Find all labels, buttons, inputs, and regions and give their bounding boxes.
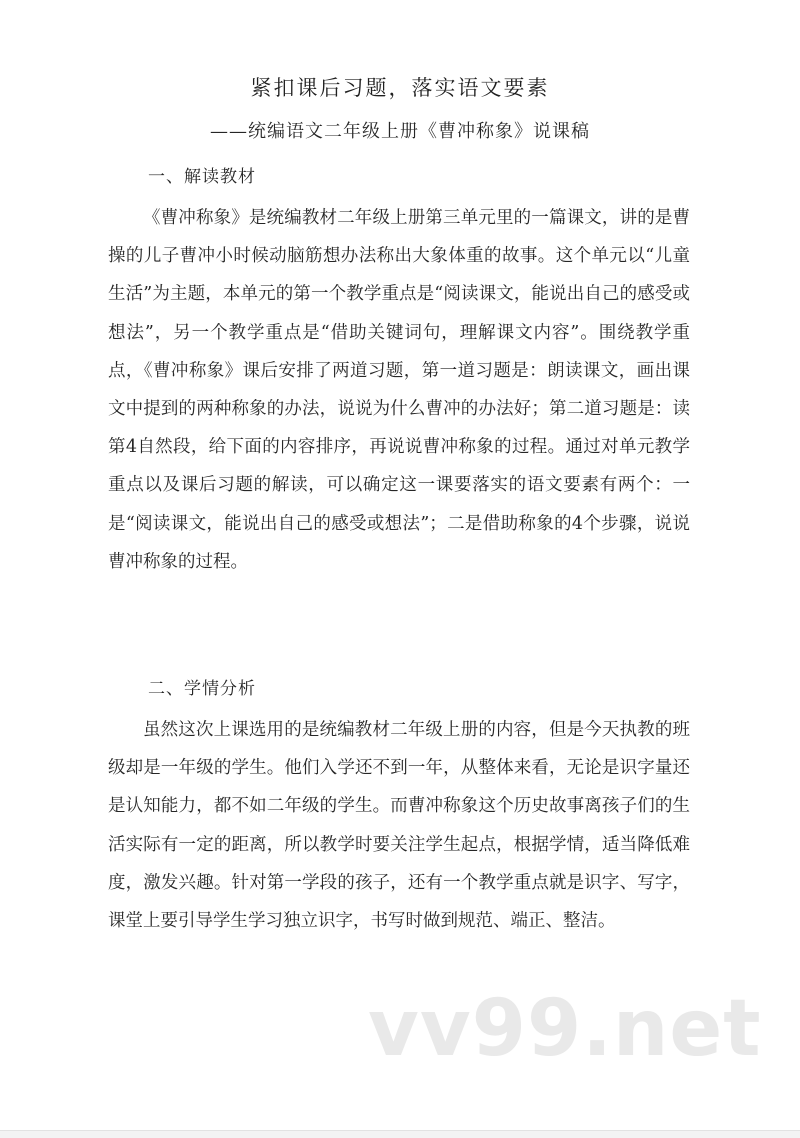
- document-subtitle: ——统编语文二年级上册《曹冲称象》说课稿: [210, 121, 590, 142]
- section-paragraph-2: 虽然这次上课选用的是统编教材二年级上册的内容，但是今天执教的班级却是一年级的学生。他们入学还不到一年，从整体来看，无论是识字量还是认知能力，都不如二年级的学生。而曹冲称象这个历史故事离孩子们的生活实际有一定的距离，所以教学时要关注学生起点，根据学情，适当降低难度，激发兴趣。针对第一学段的孩子，还有一个教学重点就是识字、写字，课堂上要引导学生学习独立识字，书写时做到规范、端正、整洁。: [108, 720, 690, 932]
- document-title: 紧扣课后习题，落实语文要素: [250, 76, 550, 100]
- section-heading-2: 二、学情分析: [148, 679, 256, 699]
- watermark: vv99.net: [368, 984, 762, 1074]
- section-heading-1: 一、解读教材: [148, 167, 256, 187]
- section-paragraph-1: 《曹冲称象》是统编教材二年级上册第三单元里的一篇课文，讲的是曹操的儿子曹冲小时候动脑筋想办法称出大象体重的故事。这个单元以“儿童生活”为主题，本单元的第一个教学重点是“阅读课文，能说出自己的感受或想法”，另一个教学重点是“借助关键词句，理解课文内容”。围绕教学重点，《曹冲称象》课后安排了两道习题，第一道习题是：朗读课文，画出课文中提到的两种称象的办法，说说为什么曹冲的办法好；第二道习题是：读第4自然段，给下面的内容排序，再说说曹冲称象的过程。通过对单元教学重点以及课后习题的解读，可以确定这一课要落实的语文要素有两个：一是“阅读课文，能说出自己的感受或想法”；二是借助称象的4个步骤，说说曹冲称象的过程。: [108, 208, 690, 572]
